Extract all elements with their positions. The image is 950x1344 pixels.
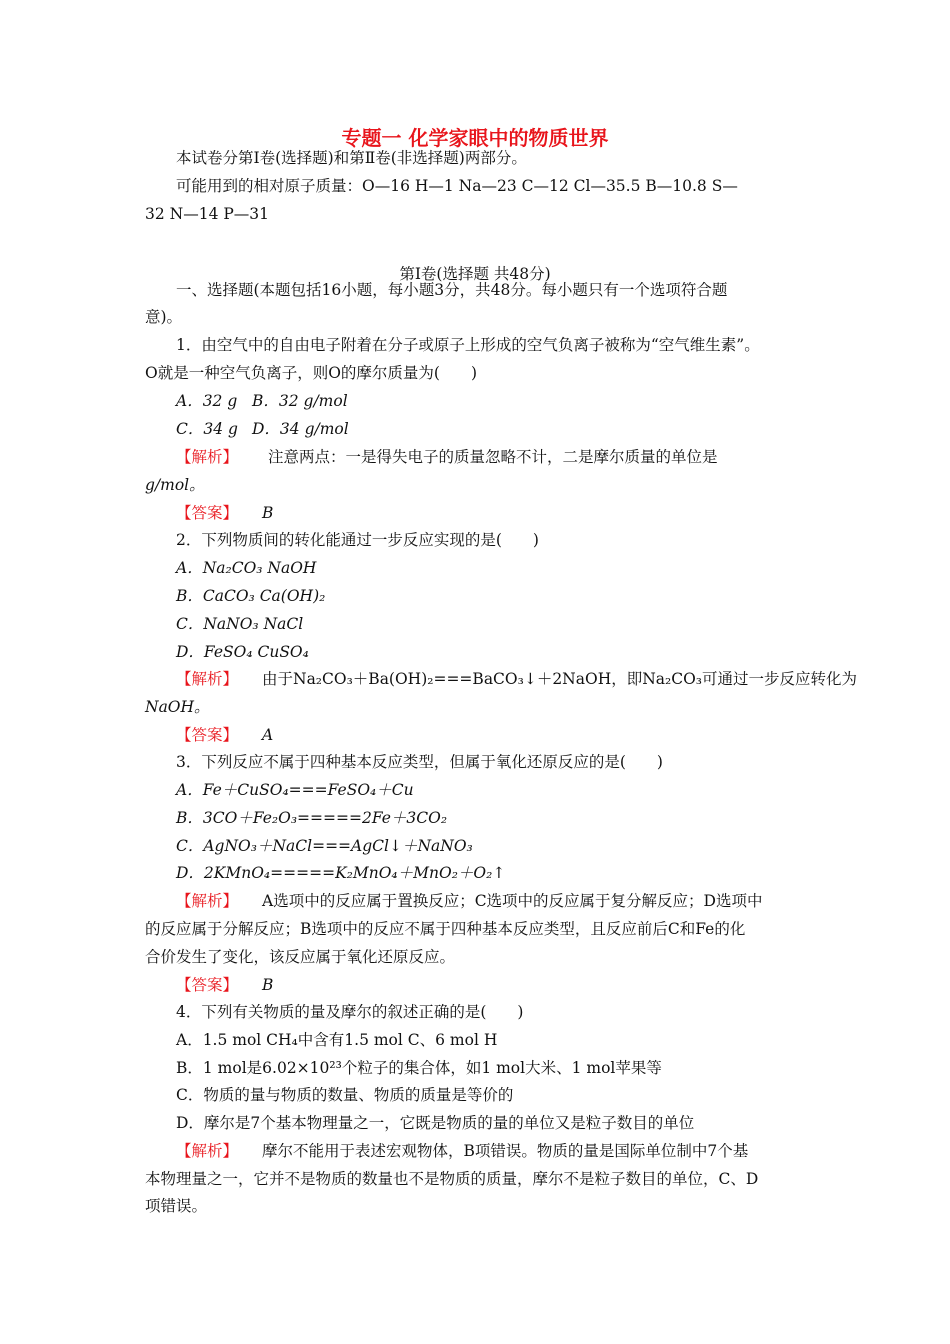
q1-analysis-label: 【解析】 <box>176 448 239 466</box>
q3-answer: B <box>262 976 274 994</box>
q4-option-c: C．物质的量与物质的数量、物质的质量是等价的 <box>176 1086 514 1104</box>
q1-analysis-line-1: 注意两点：一是得失电子的质量忽略不计，二是摩尔质量的单位是 <box>268 448 718 466</box>
page-title: 专题一 化学家眼中的物质世界 <box>341 126 609 150</box>
q4-option-b: B．1 mol是6.02×10²³个粒子的集合体，如1 mol大米、1 mol苹果等 <box>176 1059 662 1077</box>
q3-analysis-line-3: 合价发生了变化，该反应属于氧化还原反应。 <box>145 948 456 966</box>
q4-analysis-line-3: 项错误。 <box>145 1197 208 1215</box>
q3-option-a: A．Fe＋CuSO₄===FeSO₄＋Cu <box>176 781 414 799</box>
atomic-mass-line-2: 32 N—14 P—31 <box>145 205 270 223</box>
q1-answer-label: 【答案】 <box>176 504 239 522</box>
q2-answer: A <box>262 726 274 744</box>
q1-answer: B <box>262 504 274 522</box>
q2-option-a: A．Na₂CO₃ NaOH <box>176 559 317 577</box>
q4-analysis-line-2: 本物理量之一，它并不是物质的数量也不是物质的质量，摩尔不是粒子数目的单位，C、D <box>145 1170 759 1188</box>
q1-option-a: A．32 g <box>176 392 238 410</box>
q4-option-d: D．摩尔是7个基本物理量之一，它既是物质的量的单位又是粒子数目的单位 <box>176 1114 695 1132</box>
q4-analysis-label: 【解析】 <box>176 1142 239 1160</box>
q2-option-d: D．FeSO₄ CuSO₄ <box>176 643 309 661</box>
q2-option-c: C．NaNO₃ NaCl <box>176 615 304 633</box>
q3-analysis-line-1: A选项中的反应属于置换反应；C选项中的反应属于复分解反应；D选项中 <box>262 892 763 910</box>
instruction-line-2: 意)。 <box>145 308 183 326</box>
q4-stem: 4．下列有关物质的量及摩尔的叙述正确的是( ) <box>176 1003 524 1021</box>
q1-stem-line-1: 1．由空气中的自由电子附着在分子或原子上形成的空气负离子被称为“空气维生素”。 <box>176 336 760 354</box>
q3-option-b: B．3CO＋Fe₂O₃=====2Fe＋3CO₂ <box>176 809 448 827</box>
q3-option-d: D．2KMnO₄=====K₂MnO₄＋MnO₂＋O₂↑ <box>176 864 506 882</box>
q3-answer-label: 【答案】 <box>176 976 239 994</box>
q1-option-c: C．34 g <box>176 420 238 438</box>
instruction-line-1: 一、选择题(本题包括16小题，每小题3分，共48分。每小题只有一个选项符合题 <box>176 281 728 299</box>
q4-analysis-line-1: 摩尔不能用于表述宏观物体，B项错误。物质的量是国际单位制中7个基 <box>262 1142 749 1160</box>
q2-analysis-line-1: 由于Na₂CO₃＋Ba(OH)₂===BaCO₃↓＋2NaOH，即Na₂CO₃可通过一步反应转化为 <box>262 670 858 688</box>
q3-analysis-label: 【解析】 <box>176 892 239 910</box>
q3-stem: 3．下列反应不属于四种基本反应类型，但属于氧化还原反应的是( ) <box>176 753 663 771</box>
atomic-mass-line-1: 可能用到的相对原子质量：O—16 H—1 Na—23 C—12 Cl—35.5 B—10.8 S— <box>176 177 738 195</box>
section-heading: 第Ⅰ卷(选择题 共48分) <box>399 265 551 283</box>
q4-option-a: A．1.5 mol CH₄中含有1.5 mol C、6 mol H <box>176 1031 498 1049</box>
q2-analysis-line-2: NaOH。 <box>145 698 210 716</box>
q2-stem: 2．下列物质间的转化能通过一步反应实现的是( ) <box>176 531 539 549</box>
q1-stem-line-2: O就是一种空气负离子，则O的摩尔质量为( ) <box>145 364 478 382</box>
q3-option-c: C．AgNO₃＋NaCl===AgCl↓＋NaNO₃ <box>176 837 473 855</box>
q2-answer-label: 【答案】 <box>176 726 239 744</box>
q1-option-b: B．32 g/mol <box>252 392 348 410</box>
q1-option-d: D．34 g/mol <box>252 420 349 438</box>
q3-analysis-line-2: 的反应属于分解反应；B选项中的反应不属于四种基本反应类型，且反应前后C和Fe的化 <box>145 920 746 938</box>
intro-text: 本试卷分第Ⅰ卷(选择题)和第Ⅱ卷(非选择题)两部分。 <box>176 149 527 167</box>
q2-analysis-label: 【解析】 <box>176 670 239 688</box>
q1-analysis-line-2: g/mol。 <box>145 476 205 494</box>
q2-option-b: B．CaCO₃ Ca(OH)₂ <box>176 587 326 605</box>
